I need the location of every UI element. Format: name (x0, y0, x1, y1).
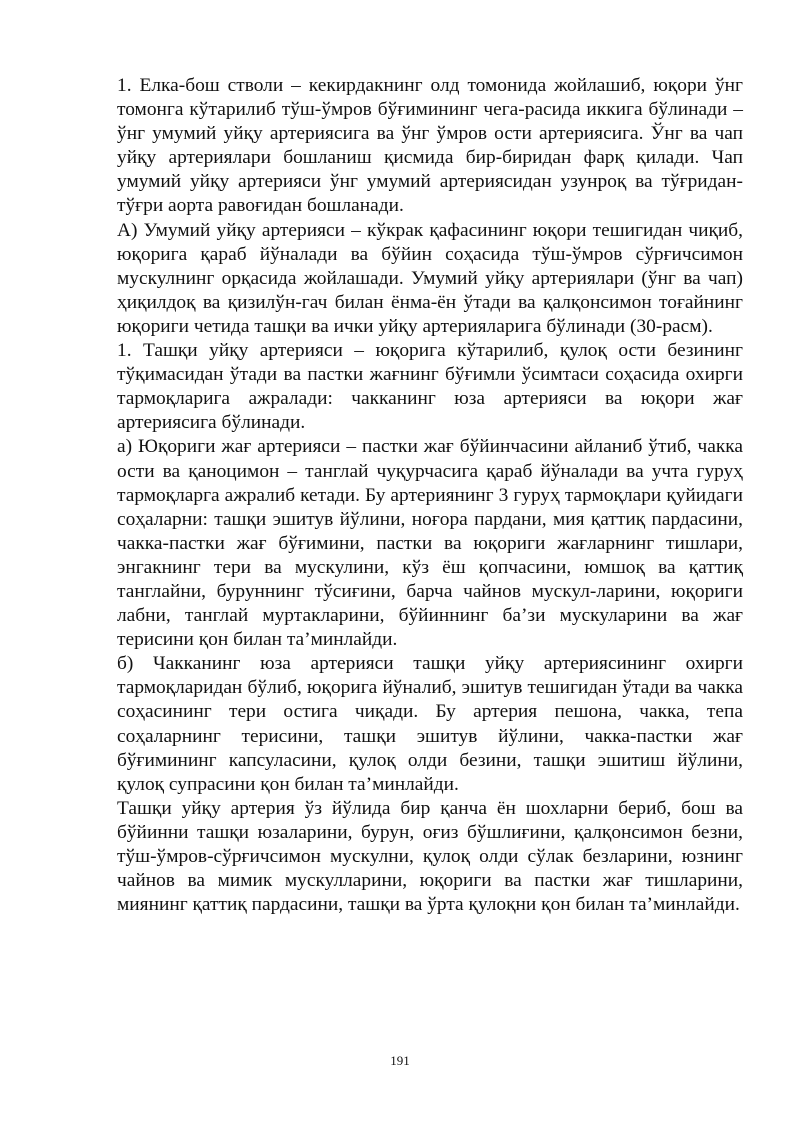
paragraph-maxillary-artery: а) Юқориги жағ артерияси – пастки жағ бўйинчасини айланиб ўтиб, чакка ости ва қаноцимон – танглай чуқурчасига қараб йўналади ва учта гуруҳ тармоқларга ажралиб кетади. Бу артериянинг 3 гуруҳ тармоқлари қуйидаги соҳаларни: ташқи эшитув йўлини, ноғора пардани, мия қаттиқ пардасини, чакка-пастки жағ бўғимини, пастки ва юқориги жағларнинг тишлари, энгакнинг тери ва мускулини, кўз ёш қопчасини, юмшоқ ва қаттиқ танглайни, буруннинг тўсиғини, барча чайнов мускул-ларини, юқориги лабни, танглай муртакларини, бўйиннинг баʼзи мускуларини ва жағ терисини қон билан таʼминлайди. (117, 436, 743, 651)
paragraph-common-carotid: А) Умумий уйқу артерияси – кўкрак қафасининг юқори тешигидан чиқиб, юқорига қараб йўналади ва бўйин соҳасида тўш-ўмров сўрғичсимон мускулнинг орқасида жойлашади. Умумий уйқу артериялари (ўнг ва чап) ҳиқилдоқ ва қизилўн-гач билан ёнма-ён ўтади ва қалқонсимон тоғайнинг юқориги четида ташқи ва ички уйқу артерияларига бўлинади (30-расм). (117, 219, 743, 337)
paragraph-brachiocephalic-trunk: 1. Елка-бош стволи – кекирдакнинг олд томонида жойлашиб, юқори ўнг томонга кўтарилиб тўш-ўмров бўғимининг чега-расида иккига бўлинади – ўнг умумий уйқу артериясига ва ўнг ўмров ости артериясига. Ўнг ва чап уйқу артериялари бошланиш қисмида бир-биридан фарқ қилади. Чап умумий уйқу артерияси ўнг умумий артериясидан узунроқ ва тўғридан-тўғри аорта равоғидан бошланади. (117, 75, 743, 217)
page-number: 191 (390, 1053, 410, 1068)
page-body (117, 74, 743, 917)
paragraph-external-carotid: 1. Ташқи уйқу артерияси – юқорига кўтарилиб, қулоқ ости безининг тўқимасидан ўтади ва пастки жағнинг бўғимли ўсимтаси соҳасида охирги тармоқларига ажралади: чакканинг юза артерияси ва юқори жағ артериясига бўлинади. (117, 340, 743, 434)
paragraph-external-carotid-branches: Ташқи уйқу артерия ўз йўлида бир қанча ён шохларни бериб, бош ва бўйинни ташқи юзаларини, бурун, оғиз бўшлиғини, қалқонсимон безни, тўш-ўмров-сўрғичсимон мускулни, қулоқ олди сўлак безларини, юзнинг чайнов ва мимик мускулларини, юқориги ва пастки жағ тишларини, миянинг қаттиқ пардасини, ташқи ва ўрта қулоқни қон билан таʼминлайди. (117, 797, 743, 916)
paragraph-superficial-temporal: б) Чакканинг юза артерияси ташқи уйқу артериясининг охирги тармоқларидан бўлиб, юқорига йўналиб, эшитув тешигидан ўтади ва чакка соҳасининг тери остига чиқади. Бу артерия пешона, чакка, тепа соҳаларнинг терисини, ташқи эшитув йўлини, чакка-пастки жағ бўғимининг капсуласини, қулоқ олди безини, ташқи эшитиш йўлини, қулоқ супрасини қон билан таʼминлайди. (117, 653, 743, 795)
